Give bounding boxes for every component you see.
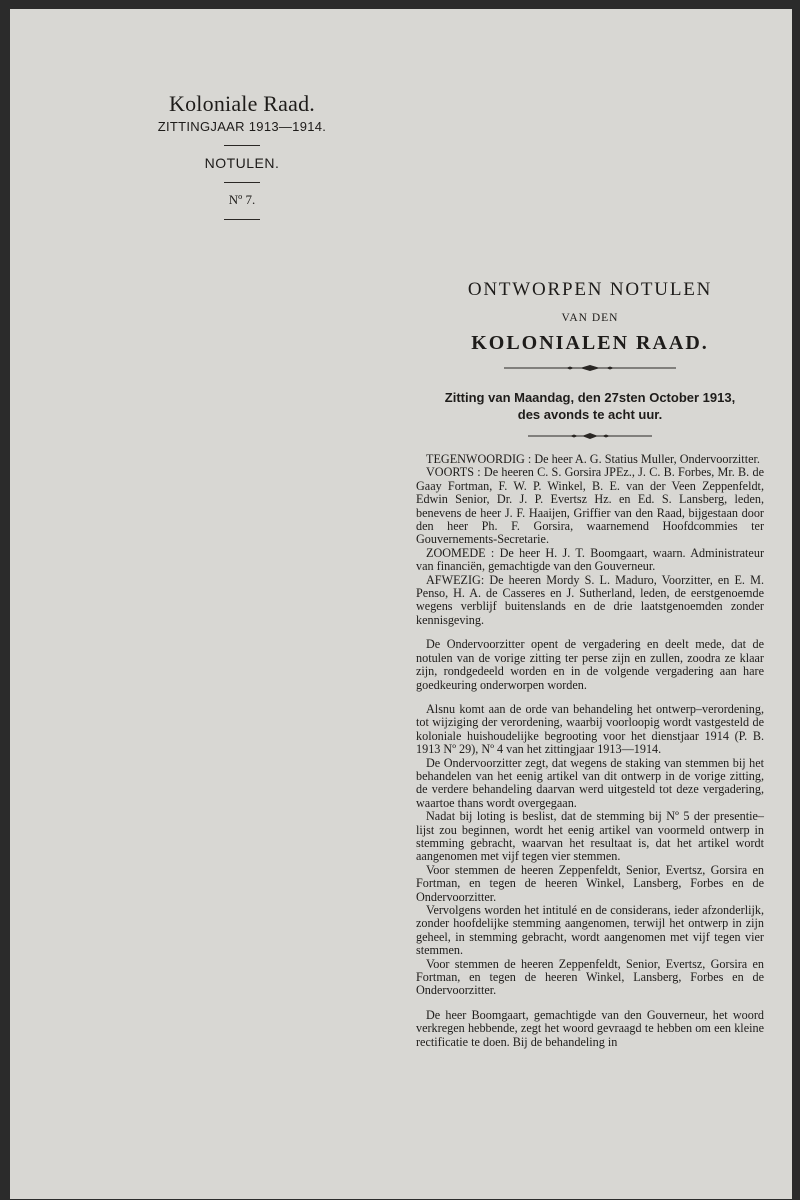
masthead-year: ZITTINGJAAR 1913—1914. xyxy=(157,119,327,134)
sitting-line-1: Zitting van Maandag, den 27sten October 1913, xyxy=(444,390,736,405)
sitting-line-2: des avonds te acht uur. xyxy=(517,407,663,422)
paragraph: De Ondervoorzitter opent de vergadering en deelt mede, dat de notulen van de vorige zitting ter perse zijn en zullen, zoodra ze klaar zijn, rondgedeeld worden en in de volgende vergadering aan hare goedkeuring onderworpen worden. xyxy=(416,637,764,692)
paragraph: De heer Boomgaart, gemachtigde van den Gouverneur, het woord verkregen hebbende, zegt het woord gevraagd te hebben om een kleine rectificatie te doen. Bij de behandeling in xyxy=(416,1007,764,1049)
paragraph: Voor stemmen de heeren Zeppenfeldt, Senior, Evertsz, Gorsira en Fortman, en tegen de heeren Winkel, Lansberg, Forbes en de Ondervoorzitter. xyxy=(416,956,764,998)
masthead-rule xyxy=(224,219,260,220)
paragraph: Vervolgens worden het intitulé en de considerans, ieder afzonderlijk, zonder hoofdelijke stemming aangenomen, terwijl het ontwerp in zijn geheel, in stemming gebracht, wordt aangenomen met vijf tegen vier stemmen. xyxy=(416,903,764,958)
main-column xyxy=(416,279,764,1049)
document-page xyxy=(10,9,792,1199)
sitting-title xyxy=(416,389,764,423)
ornament-divider xyxy=(416,431,764,441)
masthead-number: Nº 7. xyxy=(228,192,256,207)
masthead xyxy=(130,91,354,229)
paragraph: Alsnu komt aan de orde van behandeling het ontwerp–verordening, tot wijziging der verordening, waarbij voorloopig wordt vastgesteld de koloniale huishoudelijke begrooting voor het dienstjaar 1914 (P. B. 1913 Nº 29), Nº 4 van het zittingjaar 1913—1914. xyxy=(416,701,764,757)
paragraph: TEGENWOORDIG : De heer A. G. Statius Muller, Ondervoorzitter. xyxy=(426,452,760,466)
heading-line-1: ONTWORPEN NOTULEN xyxy=(467,279,713,300)
paragraph: ZOOMEDE : De heer H. J. T. Boomgaart, waarn. Administrateur van financiën, gemachtigde van den Gouverneur. xyxy=(416,545,764,574)
masthead-rule xyxy=(224,145,260,146)
paragraph: Voor stemmen de heeren Zeppenfeldt, Senior, Evertsz, Gorsira en Fortman, en tegen de heeren Winkel, Lansberg, Forbes en de Ondervoorzitter. xyxy=(416,862,764,904)
heading-line-3: KOLONIALEN RAAD. xyxy=(471,332,709,354)
minutes-body xyxy=(416,453,764,1049)
masthead-section: NOTULEN. xyxy=(204,155,280,171)
ornament-divider xyxy=(416,363,764,373)
paragraph: AFWEZIG: De heeren Mordy S. L. Maduro, Voorzitter, en E. M. Penso, H. A. de Casseres en J. Sutherland, leden, de eerstgenoemde wegens verblijf buitenslands en de drie laatstgenoemden zonder kennisgeving. xyxy=(416,572,764,627)
masthead-rule xyxy=(224,182,260,183)
paragraph: VOORTS : De heeren C. S. Gorsira JPEz., J. C. B. Forbes, Mr. B. de Gaay Fortman, F. W. P. Winkel, B. E. van der Veen Zeppenfeldt, Edwin Senior, Dr. J. P. Evertsz Hz. en Ed. S. Lansberg, leden, benevens de heer J. F. Haaijen, Griffier van den Raad, bijgestaan door den heer Ph. F. Gorsira, waarnemend Hoofdcommies ter Gouvernements-Secretarie. xyxy=(416,465,764,547)
paragraph: De Ondervoorzitter zegt, dat wegens de staking van stemmen bij het behandelen van het eenig artikel van dit ontwerp in de vorige zitting, de verdere behandeling daarvan werd uitgesteld tot deze vergadering, waartoe thans wordt overgegaan. xyxy=(416,755,764,810)
paragraph: Nadat bij loting is beslist, dat de stemming bij Nº 5 der presentie–lijst zou beginnen, wordt het eenig artikel van voormeld ontwerp in stemming gebracht, waarvan het resultaat is, dat het artikel wordt aangenomen met vijf tegen vier stemmen. xyxy=(416,809,764,864)
heading-line-2: VAN DEN xyxy=(561,312,619,324)
masthead-title: Koloniale Raad. xyxy=(169,91,315,116)
